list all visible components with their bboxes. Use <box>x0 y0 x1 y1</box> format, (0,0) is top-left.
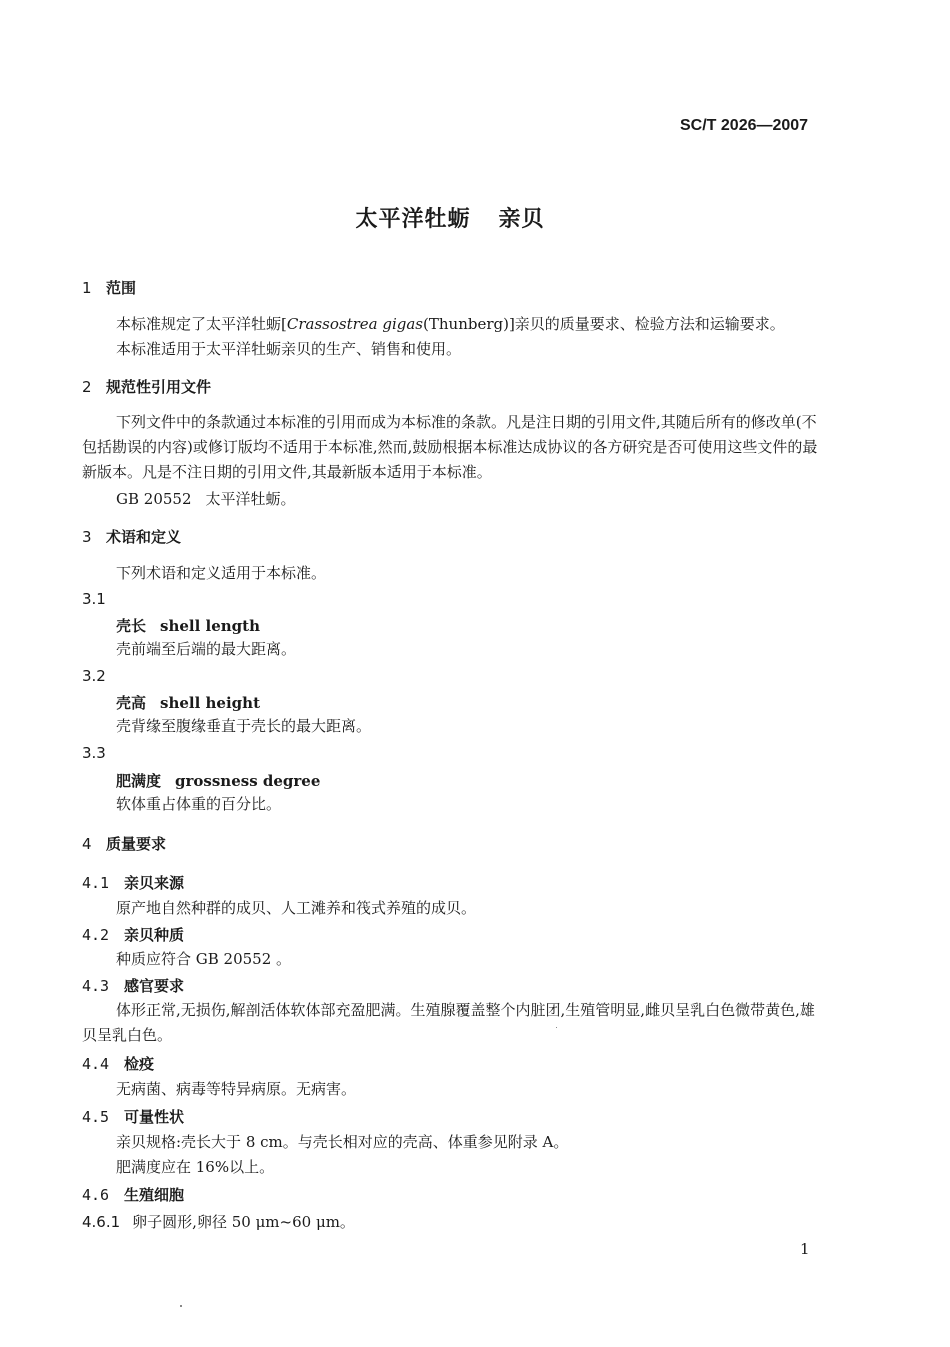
section-number: 2 <box>82 378 92 396</box>
clause-text: 原产地自然种群的成贝、人工滩养和筏式养殖的成贝。 <box>116 899 477 917</box>
clause-number: 4.2 <box>82 926 110 944</box>
section-1-heading <box>82 277 136 298</box>
term-en: shell height <box>160 694 260 712</box>
clause-title: 可量性状 <box>124 1108 185 1126</box>
term-definition: 壳前端至后端的最大距离。 <box>116 640 297 658</box>
term-cn: 肥满度 <box>116 772 162 790</box>
clause-heading <box>82 1106 184 1127</box>
clause-heading <box>82 872 184 893</box>
title-part-2: 亲贝 <box>498 207 545 232</box>
clause-text: 无病菌、病毒等特异病原。无病害。 <box>116 1080 357 1098</box>
section-2-heading <box>82 376 211 397</box>
reference-item <box>116 488 296 509</box>
subclause <box>82 1211 355 1232</box>
clause-heading <box>82 1184 184 1205</box>
clause-heading <box>82 1053 154 1074</box>
terms-intro: 下列术语和定义适用于本标准。 <box>116 564 327 582</box>
clause-text: 肥满度应在 16%以上。 <box>116 1158 275 1176</box>
species-latin-name: Crassostrea gigas <box>286 315 424 333</box>
section-title: 术语和定义 <box>106 528 182 546</box>
subclause-number: 4.6.1 <box>82 1213 121 1231</box>
clause-heading <box>82 924 184 945</box>
section-title: 规范性引用文件 <box>106 378 212 396</box>
clause-number: 4.5 <box>82 1108 110 1126</box>
clause-title: 亲贝来源 <box>124 874 185 892</box>
clause-title: 亲贝种质 <box>124 926 185 944</box>
term-cn: 壳长 <box>116 617 147 635</box>
clause-number: 4.4 <box>82 1055 110 1073</box>
subclause-text: 卵子圆形,卵径 50 μm~60 μm。 <box>132 1213 355 1231</box>
term-en: grossness degree <box>175 772 321 790</box>
term-definition: 壳背缘至腹缘垂直于壳长的最大距离。 <box>116 717 372 735</box>
clause-title: 检疫 <box>124 1055 155 1073</box>
scan-speck <box>556 1027 557 1028</box>
clause-number: 4.3 <box>82 977 110 995</box>
reference-title: 太平洋牡蛎。 <box>205 490 296 508</box>
section-number: 1 <box>82 279 92 297</box>
section-3-heading <box>82 526 181 547</box>
clause-number: 4.6 <box>82 1186 110 1204</box>
term-number: 3.1 <box>82 590 106 608</box>
clause-text: 种质应符合 GB 20552 。 <box>116 950 292 968</box>
section-title: 范围 <box>106 279 137 297</box>
term-name <box>116 692 260 713</box>
clause-title: 感官要求 <box>124 977 185 995</box>
term-number: 3.3 <box>82 744 106 762</box>
term-cn: 壳高 <box>116 694 147 712</box>
title-part-1: 太平洋牡蛎 <box>355 207 471 232</box>
term-definition: 软体重占体重的百分比。 <box>116 795 282 813</box>
standard-number: SC/T 2026—2007 <box>680 117 809 134</box>
scope-text: 本标准规定了太平洋牡蛎[ <box>116 315 287 333</box>
section-title: 质量要求 <box>106 835 167 853</box>
reference-code: GB 20552 <box>116 490 192 508</box>
scan-speck <box>180 1305 182 1307</box>
page-title <box>0 202 900 233</box>
clause-text: 亲贝规格:壳长大于 8 cm。与壳长相对应的壳高、体重参见附录 A。 <box>116 1133 569 1151</box>
references-paragraph: 下列文件中的条款通过本标准的引用而成为本标准的条款。凡是注日期的引用文件,其随后所有的修改单(不包括勘误的内容)或修订版均不适用于本标准,然而,鼓励根据本标准达成协议的各方研究是否可使用这些文件的最新版本。凡是不注日期的引用文件,其最新版本适用于本标准。 <box>82 413 818 481</box>
scope-paragraph-2: 本标准适用于太平洋牡蛎亲贝的生产、销售和使用。 <box>116 340 462 358</box>
section-4-heading <box>82 833 166 854</box>
section-number: 3 <box>82 528 92 546</box>
scope-text-end: (Thunberg)]亲贝的质量要求、检验方法和运输要求。 <box>423 315 785 333</box>
term-number: 3.2 <box>82 667 106 685</box>
scope-paragraph-1 <box>116 312 785 337</box>
term-name <box>116 615 260 636</box>
clause-number: 4.1 <box>82 874 110 892</box>
section-number: 4 <box>82 835 92 853</box>
clause-text: 体形正常,无损伤,解剖活体软体部充盈肥满。生殖腺覆盖整个内脏团,生殖管明显,雌贝呈乳白色微带黄色,雄贝呈乳白色。 <box>82 1001 815 1044</box>
term-name <box>116 770 320 791</box>
term-en: shell length <box>160 617 260 635</box>
page-number: 1 <box>800 1240 810 1258</box>
clause-heading <box>82 975 184 996</box>
clause-title: 生殖细胞 <box>124 1186 185 1204</box>
